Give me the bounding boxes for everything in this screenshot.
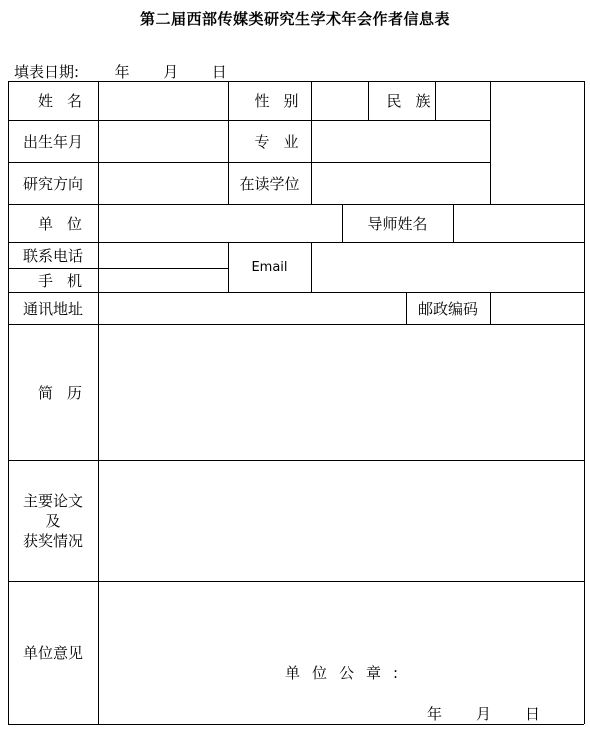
address-field[interactable] [99,293,406,324]
papers-awards-field[interactable] [99,461,584,581]
gender-label: 性别 [254,92,313,110]
fill-date-day: 日 [211,63,227,81]
resume-field[interactable] [99,325,584,460]
papers-label-line1: 主要论文 [22,491,83,510]
seal-date [427,702,540,724]
research-direction-label: 研究方向 [22,174,83,193]
advisor-label: 导师姓名 [367,214,428,233]
papers-awards-label [8,460,98,581]
unit-label: 单位 [37,214,96,233]
phone-label: 联系电话 [22,246,83,265]
major-label: 专业 [254,132,313,151]
phone-field[interactable] [99,243,228,268]
email-field[interactable] [312,243,584,292]
opinion-label: 单位意见 [22,644,83,662]
seal-date-month: 月 [476,704,492,723]
form-title: 第二届西部传媒类研究生学术年会作者信息表 [139,10,450,28]
mobile-label: 手机 [37,271,96,290]
seal-date-year: 年 [427,704,443,723]
degree-label: 在读学位 [239,174,300,193]
papers-label-line3: 获奖情况 [22,531,83,550]
gender-field[interactable] [312,82,368,120]
fill-date-label: 填表日期: [14,63,80,81]
birth-field[interactable] [99,121,228,162]
resume-label: 简历 [37,383,96,402]
ethnicity-label: 民族 [386,92,445,110]
photo-field[interactable] [491,82,584,204]
name-field[interactable] [99,82,228,120]
papers-label-line2: 及 [45,511,61,530]
major-field[interactable] [312,121,490,162]
mobile-field[interactable] [99,269,228,292]
seal-label: 单位公章: [285,663,411,682]
degree-field[interactable] [312,163,490,204]
name-label: 姓名 [37,92,96,110]
fill-date-year: 年 [114,63,130,81]
seal-date-day: 日 [525,704,541,723]
ethnicity-field[interactable] [436,82,490,120]
address-label: 通讯地址 [22,299,83,318]
research-direction-field[interactable] [99,163,228,204]
fill-date-month: 月 [163,63,179,81]
opinion-field[interactable] [99,582,584,652]
postcode-label: 邮政编码 [417,299,478,318]
unit-field[interactable] [99,205,342,242]
birth-label: 出生年月 [22,132,83,151]
advisor-field[interactable] [454,205,584,242]
email-label: Email [251,259,288,275]
postcode-field[interactable] [491,293,584,324]
